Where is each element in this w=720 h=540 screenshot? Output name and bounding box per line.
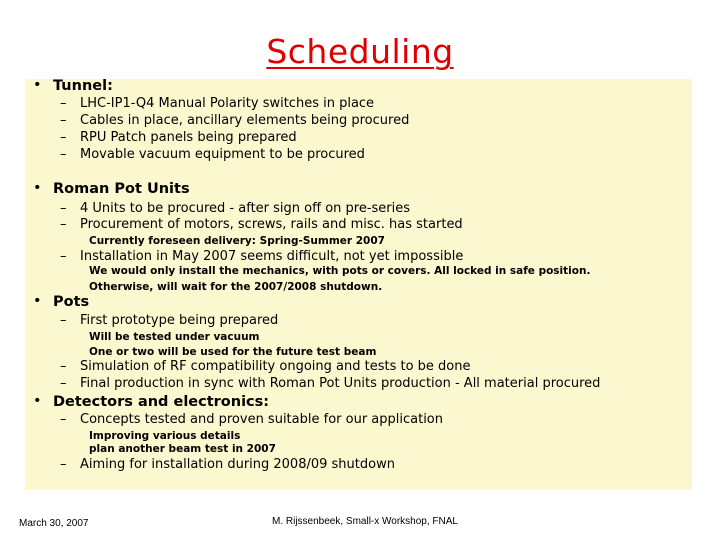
sub-note: plan another beam test in 2007	[89, 443, 276, 455]
bullet-pots	[33, 293, 90, 310]
dash-icon: –	[60, 457, 67, 472]
bullet-detectors-electronics	[33, 393, 270, 410]
bullet-icon: •	[33, 77, 42, 93]
footer-date: March 30, 2007	[19, 518, 89, 529]
sub-note: We would only install the mechanics, with pots or covers. All locked in safe position.	[89, 265, 591, 277]
section-heading: Detectors and electronics:	[53, 394, 270, 410]
list-item: – 4 Units to be procured - after sign off on pre-series	[60, 201, 411, 216]
dash-icon: –	[60, 217, 67, 232]
dash-icon: –	[60, 412, 67, 427]
list-item: – Procurement of motors, screws, rails and misc. has started	[60, 217, 463, 232]
dash-icon: –	[60, 96, 67, 111]
sub-note: Currently foreseen delivery: Spring-Summer 2007	[89, 235, 385, 247]
bullet-icon: •	[33, 393, 42, 409]
section-heading: Roman Pot Units	[53, 181, 190, 197]
bullet-tunnel	[33, 77, 113, 94]
list-item: – RPU Patch panels being prepared	[60, 130, 297, 145]
slide-title: Scheduling	[266, 32, 454, 71]
sub-note: Will be tested under vacuum	[89, 331, 260, 343]
list-item: – Concepts tested and proven suitable for our application	[60, 412, 444, 427]
list-item: – Aiming for installation during 2008/09 shutdown	[60, 457, 395, 472]
list-item: – Final production in sync with Roman Pot Units production - All material procured	[60, 376, 601, 391]
sub-note: Improving various details	[89, 430, 241, 442]
section-heading: Tunnel:	[53, 78, 113, 94]
bullet-icon: •	[33, 180, 42, 196]
sub-note: Otherwise, will wait for the 2007/2008 shutdown.	[89, 281, 383, 293]
dash-icon: –	[60, 376, 67, 391]
list-item: – First prototype being prepared	[60, 313, 279, 328]
bullet-icon: •	[33, 293, 42, 309]
section-heading: Pots	[53, 294, 90, 310]
dash-icon: –	[60, 113, 67, 128]
bullet-roman-pot-units	[33, 180, 190, 197]
list-item: – Movable vacuum equipment to be procured	[60, 147, 365, 162]
dash-icon: –	[60, 313, 67, 328]
footer-author: M. Rijssenbeek, Small-x Workshop, FNAL	[272, 516, 458, 527]
dash-icon: –	[60, 147, 67, 162]
dash-icon: –	[60, 130, 67, 145]
list-item: – Simulation of RF compatibility ongoing and tests to be done	[60, 359, 471, 374]
dash-icon: –	[60, 249, 67, 264]
list-item: – Installation in May 2007 seems difficult, not yet impossible	[60, 249, 464, 264]
sub-note: One or two will be used for the future test beam	[89, 346, 377, 358]
list-item: – Cables in place, ancillary elements being procured	[60, 113, 410, 128]
list-item: – LHC-IP1-Q4 Manual Polarity switches in place	[60, 96, 375, 111]
dash-icon: –	[60, 201, 67, 216]
dash-icon: –	[60, 359, 67, 374]
